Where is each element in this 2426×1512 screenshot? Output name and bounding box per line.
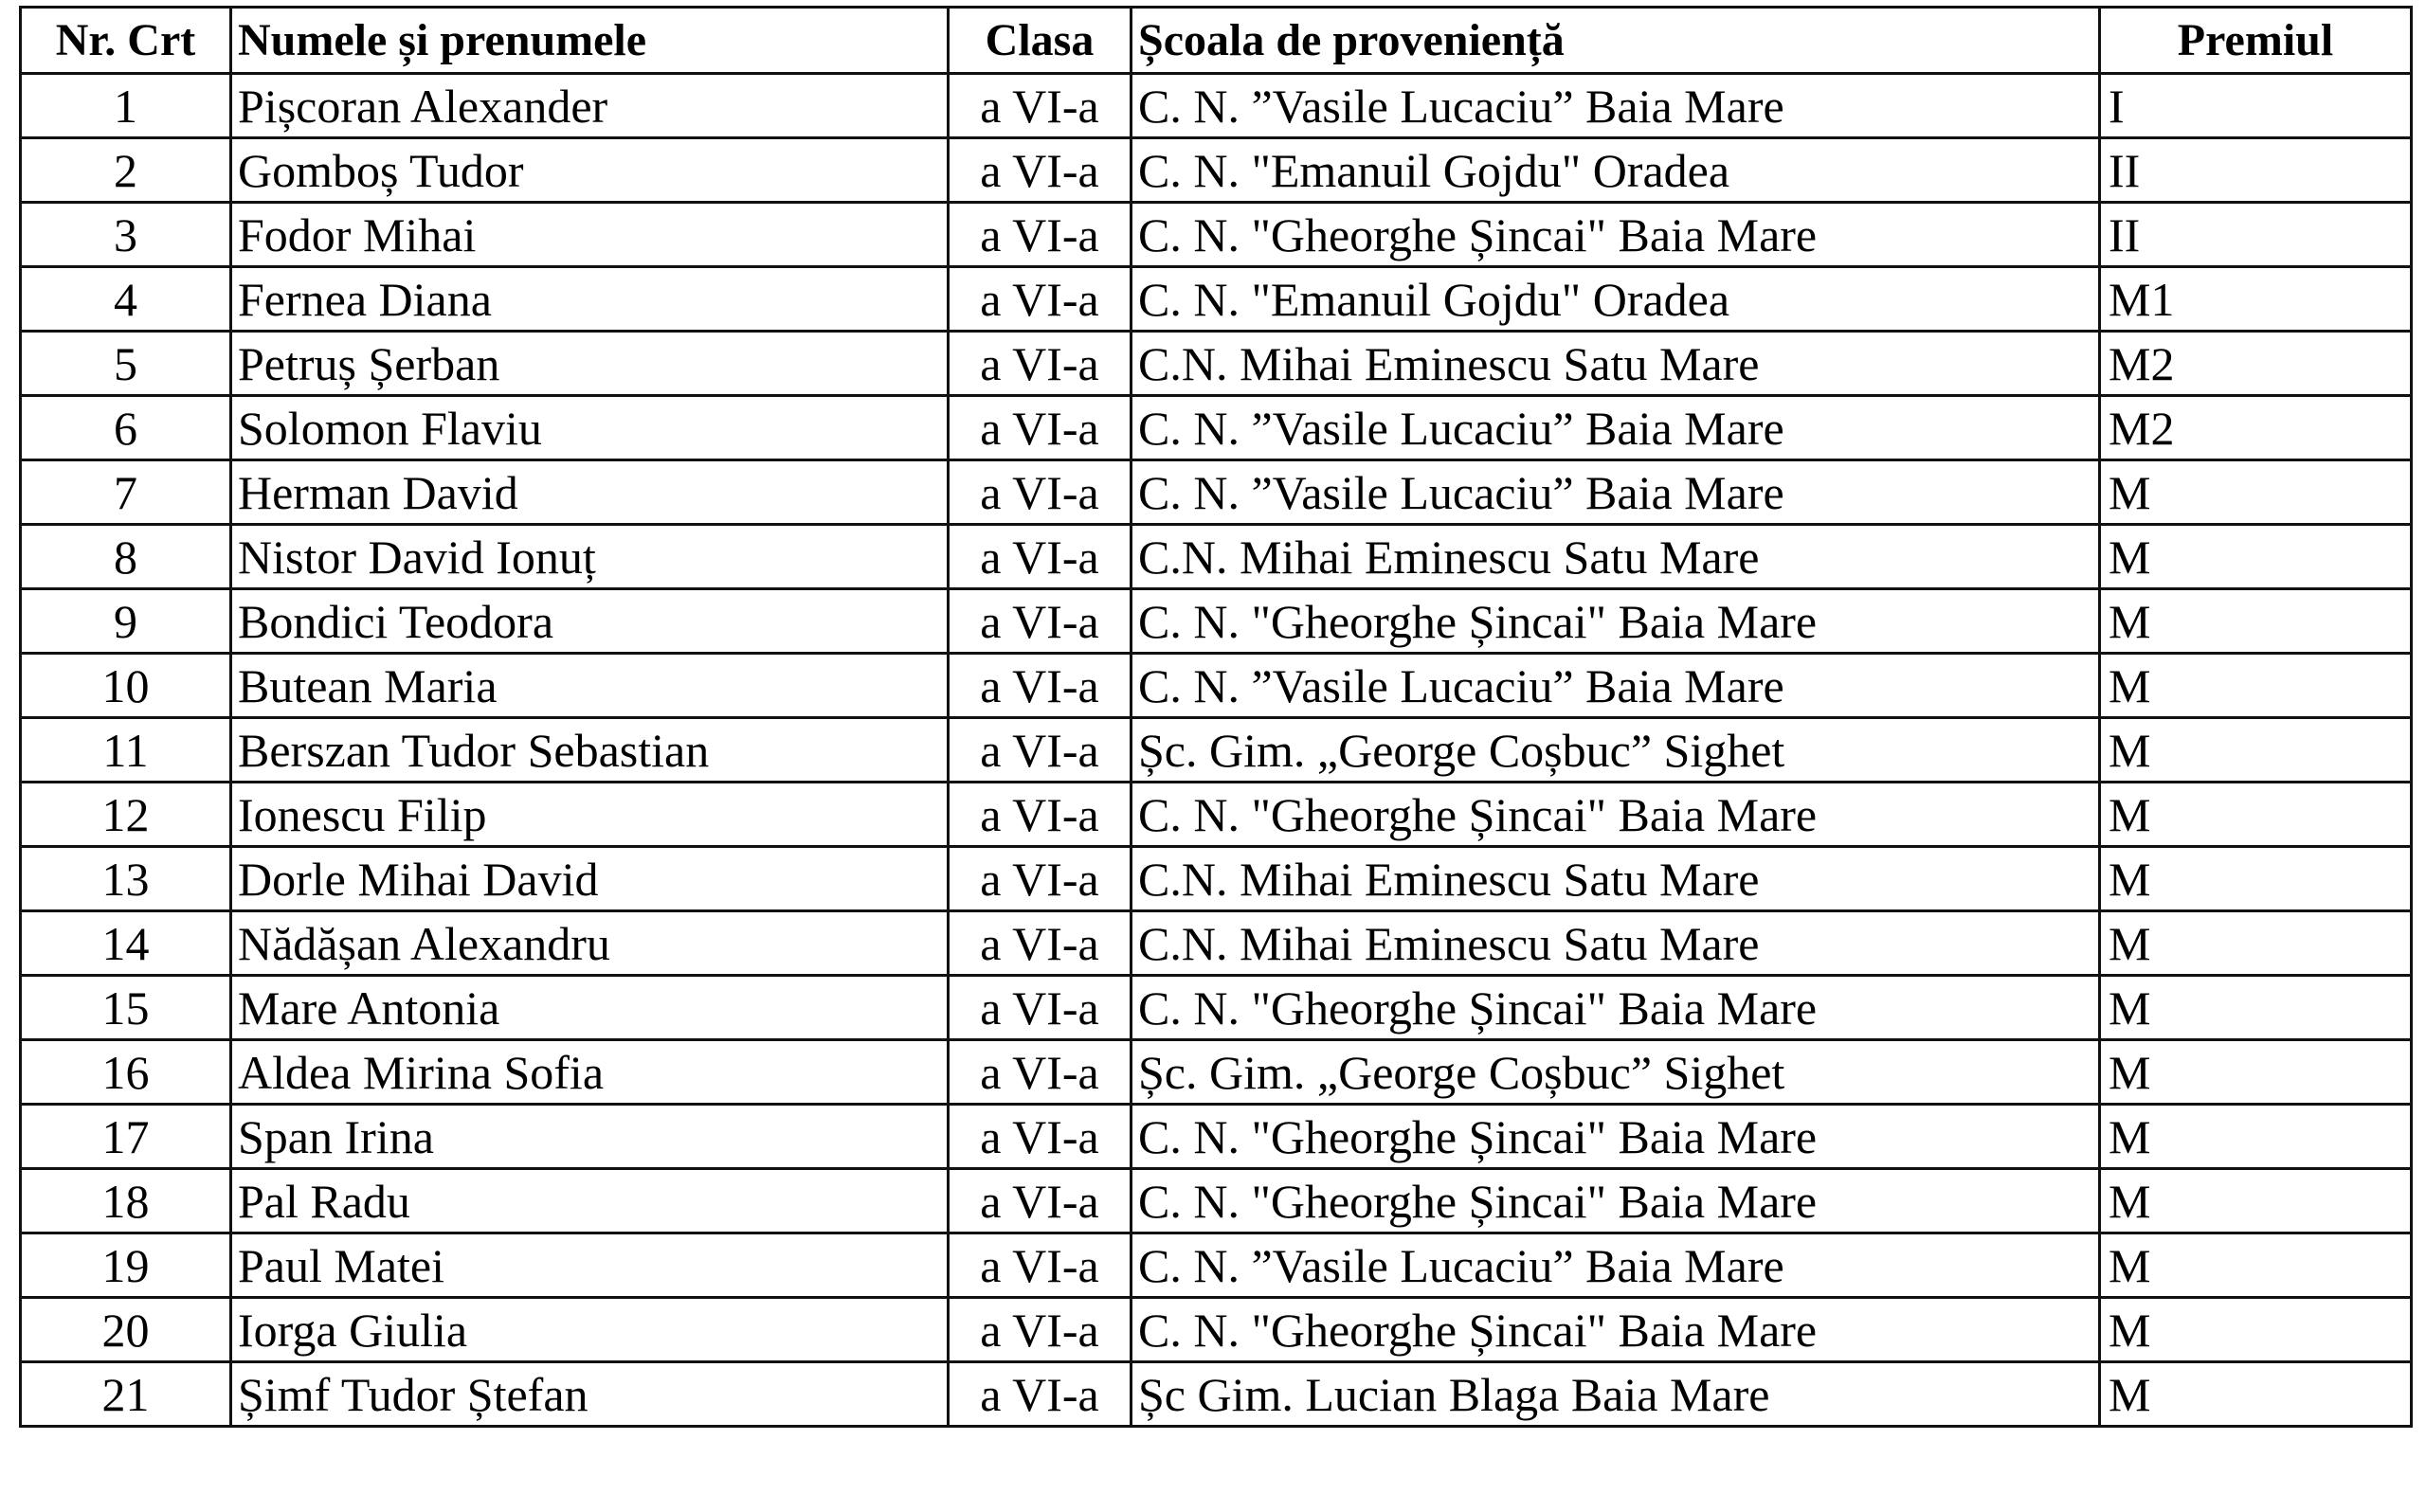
table-row — [21, 74, 2412, 138]
cell-class: a VI-a — [949, 589, 1132, 654]
cell-class: a VI-a — [949, 396, 1132, 460]
table-row — [21, 976, 2412, 1040]
cell-prize: M2 — [2100, 396, 2412, 460]
table-row — [21, 783, 2412, 847]
cell-school: C. N. ”Vasile Lucaciu” Baia Mare — [1132, 396, 2100, 460]
cell-class: a VI-a — [949, 1362, 1132, 1427]
cell-school: C. N. ”Vasile Lucaciu” Baia Mare — [1132, 654, 2100, 718]
cell-class: a VI-a — [949, 847, 1132, 911]
cell-nr: 8 — [21, 525, 231, 589]
table-row — [21, 1362, 2412, 1427]
cell-school: C. N. "Gheorghe Șincai" Baia Mare — [1132, 203, 2100, 267]
cell-class: a VI-a — [949, 654, 1132, 718]
table-row — [21, 1040, 2412, 1105]
cell-prize: M — [2100, 460, 2412, 525]
cell-nr: 20 — [21, 1298, 231, 1362]
cell-name: Ionescu Filip — [231, 783, 949, 847]
cell-class: a VI-a — [949, 783, 1132, 847]
cell-prize: M1 — [2100, 267, 2412, 332]
cell-class: a VI-a — [949, 332, 1132, 396]
cell-name: Bondici Teodora — [231, 589, 949, 654]
table-row — [21, 267, 2412, 332]
cell-nr: 9 — [21, 589, 231, 654]
table-row — [21, 332, 2412, 396]
cell-school: Șc Gim. Lucian Blaga Baia Mare — [1132, 1362, 2100, 1427]
header-prize: Premiul — [2100, 8, 2412, 74]
cell-nr: 2 — [21, 138, 231, 203]
cell-name: Pișcoran Alexander — [231, 74, 949, 138]
table-row — [21, 589, 2412, 654]
cell-prize: II — [2100, 203, 2412, 267]
table-row — [21, 396, 2412, 460]
cell-class: a VI-a — [949, 976, 1132, 1040]
cell-prize: M — [2100, 1233, 2412, 1298]
cell-nr: 11 — [21, 718, 231, 783]
cell-prize: M — [2100, 976, 2412, 1040]
table-header — [21, 8, 2412, 74]
cell-name: Solomon Flaviu — [231, 396, 949, 460]
cell-nr: 21 — [21, 1362, 231, 1427]
cell-class: a VI-a — [949, 138, 1132, 203]
table-row — [21, 525, 2412, 589]
cell-class: a VI-a — [949, 1233, 1132, 1298]
cell-class: a VI-a — [949, 203, 1132, 267]
table-row — [21, 1233, 2412, 1298]
cell-prize: M — [2100, 911, 2412, 976]
cell-class: a VI-a — [949, 911, 1132, 976]
cell-class: a VI-a — [949, 1105, 1132, 1169]
results-sheet — [19, 6, 2410, 1428]
cell-class: a VI-a — [949, 1169, 1132, 1233]
header-row — [21, 8, 2412, 74]
cell-prize: II — [2100, 138, 2412, 203]
cell-prize: M — [2100, 1362, 2412, 1427]
table-row — [21, 203, 2412, 267]
cell-name: Nistor David Ionuț — [231, 525, 949, 589]
cell-prize: M — [2100, 718, 2412, 783]
cell-name: Dorle Mihai David — [231, 847, 949, 911]
cell-name: Herman David — [231, 460, 949, 525]
cell-school: C.N. Mihai Eminescu Satu Mare — [1132, 847, 2100, 911]
cell-school: C.N. Mihai Eminescu Satu Mare — [1132, 525, 2100, 589]
cell-prize: M2 — [2100, 332, 2412, 396]
table-row — [21, 460, 2412, 525]
header-name: Numele și prenumele — [231, 8, 949, 74]
cell-school: C. N. ”Vasile Lucaciu” Baia Mare — [1132, 460, 2100, 525]
cell-prize: M — [2100, 1105, 2412, 1169]
cell-nr: 1 — [21, 74, 231, 138]
cell-class: a VI-a — [949, 525, 1132, 589]
cell-school: C.N. Mihai Eminescu Satu Mare — [1132, 332, 2100, 396]
cell-name: Butean Maria — [231, 654, 949, 718]
cell-nr: 18 — [21, 1169, 231, 1233]
cell-name: Petruș Șerban — [231, 332, 949, 396]
cell-school: C. N. "Gheorghe Șincai" Baia Mare — [1132, 589, 2100, 654]
cell-school: Șc. Gim. „George Coșbuc” Sighet — [1132, 718, 2100, 783]
cell-prize: M — [2100, 525, 2412, 589]
cell-school: C. N. "Emanuil Gojdu" Oradea — [1132, 138, 2100, 203]
table-row — [21, 1169, 2412, 1233]
table-body — [21, 74, 2412, 1427]
cell-nr: 14 — [21, 911, 231, 976]
cell-nr: 6 — [21, 396, 231, 460]
cell-name: Paul Matei — [231, 1233, 949, 1298]
table-row — [21, 138, 2412, 203]
cell-school: C.N. Mihai Eminescu Satu Mare — [1132, 911, 2100, 976]
cell-nr: 15 — [21, 976, 231, 1040]
cell-school: C. N. "Gheorghe Șincai" Baia Mare — [1132, 1298, 2100, 1362]
cell-name: Fodor Mihai — [231, 203, 949, 267]
cell-nr: 5 — [21, 332, 231, 396]
cell-class: a VI-a — [949, 460, 1132, 525]
cell-nr: 12 — [21, 783, 231, 847]
cell-name: Gomboș Tudor — [231, 138, 949, 203]
cell-class: a VI-a — [949, 1298, 1132, 1362]
table-row — [21, 1298, 2412, 1362]
cell-name: Șimf Tudor Ștefan — [231, 1362, 949, 1427]
cell-name: Berszan Tudor Sebastian — [231, 718, 949, 783]
cell-school: C. N. "Gheorghe Șincai" Baia Mare — [1132, 1169, 2100, 1233]
cell-prize: M — [2100, 654, 2412, 718]
cell-nr: 13 — [21, 847, 231, 911]
header-class: Clasa — [949, 8, 1132, 74]
cell-prize: M — [2100, 589, 2412, 654]
cell-school: C. N. ”Vasile Lucaciu” Baia Mare — [1132, 1233, 2100, 1298]
cell-prize: M — [2100, 1169, 2412, 1233]
cell-prize: I — [2100, 74, 2412, 138]
cell-school: C. N. "Emanuil Gojdu" Oradea — [1132, 267, 2100, 332]
cell-name: Pal Radu — [231, 1169, 949, 1233]
cell-prize: M — [2100, 847, 2412, 911]
cell-school: C. N. "Gheorghe Șincai" Baia Mare — [1132, 976, 2100, 1040]
cell-class: a VI-a — [949, 1040, 1132, 1105]
cell-school: C. N. ”Vasile Lucaciu” Baia Mare — [1132, 74, 2100, 138]
cell-name: Span Irina — [231, 1105, 949, 1169]
results-table — [19, 6, 2413, 1428]
table-row — [21, 654, 2412, 718]
table-row — [21, 1105, 2412, 1169]
header-nr: Nr. Crt — [21, 8, 231, 74]
cell-nr: 3 — [21, 203, 231, 267]
cell-nr: 19 — [21, 1233, 231, 1298]
cell-prize: M — [2100, 783, 2412, 847]
cell-school: C. N. "Gheorghe Șincai" Baia Mare — [1132, 783, 2100, 847]
cell-nr: 16 — [21, 1040, 231, 1105]
cell-nr: 10 — [21, 654, 231, 718]
table-row — [21, 718, 2412, 783]
cell-class: a VI-a — [949, 267, 1132, 332]
cell-prize: M — [2100, 1040, 2412, 1105]
cell-school: C. N. "Gheorghe Șincai" Baia Mare — [1132, 1105, 2100, 1169]
cell-nr: 7 — [21, 460, 231, 525]
cell-prize: M — [2100, 1298, 2412, 1362]
cell-nr: 17 — [21, 1105, 231, 1169]
cell-name: Mare Antonia — [231, 976, 949, 1040]
cell-school: Șc. Gim. „George Coșbuc” Sighet — [1132, 1040, 2100, 1105]
cell-name: Nădășan Alexandru — [231, 911, 949, 976]
table-row — [21, 847, 2412, 911]
cell-name: Aldea Mirina Sofia — [231, 1040, 949, 1105]
cell-nr: 4 — [21, 267, 231, 332]
header-school: Școala de proveniență — [1132, 8, 2100, 74]
cell-class: a VI-a — [949, 74, 1132, 138]
cell-name: Fernea Diana — [231, 267, 949, 332]
table-row — [21, 911, 2412, 976]
cell-class: a VI-a — [949, 718, 1132, 783]
cell-name: Iorga Giulia — [231, 1298, 949, 1362]
